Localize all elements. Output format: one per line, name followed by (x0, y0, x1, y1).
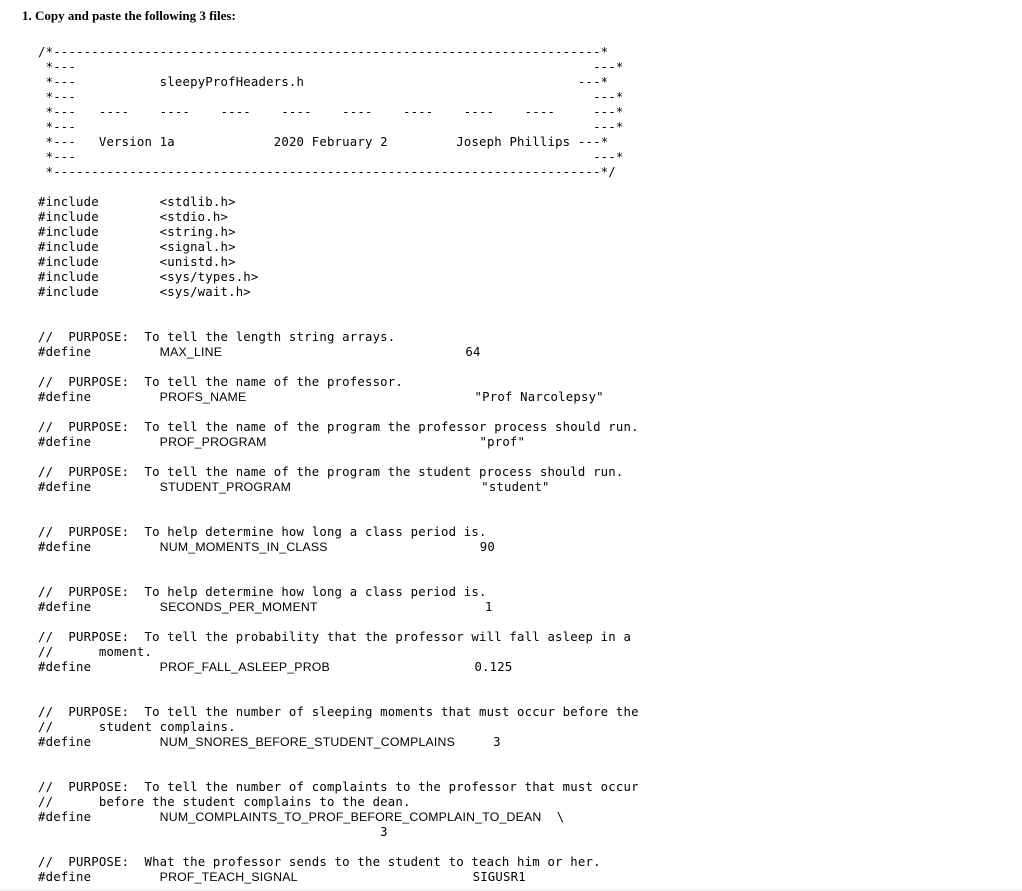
purpose-text: To help determine how long a class period is. (144, 525, 487, 539)
banner-right: ---* (577, 135, 609, 149)
include-keyword: #include (38, 240, 99, 254)
banner-top: /*------------------------------------------------------------------------* (38, 45, 609, 59)
purpose-text: What the professor sends to the student to teach him or her. (144, 855, 601, 869)
include-keyword: #include (38, 285, 99, 299)
define-name: PROF_TEACH_SIGNAL (159, 870, 298, 884)
define-name: PROF_PROGRAM (159, 435, 267, 449)
define-name: SECONDS_PER_MOMENT (159, 600, 318, 614)
banner-dashes: ---- ---- ---- ---- ---- ---- ---- ---- (98, 105, 556, 119)
include-keyword: #include (38, 210, 99, 224)
purpose-text: To tell the probability that the professor will fall asleep in a (144, 630, 632, 644)
define-keyword: #define (38, 390, 92, 404)
define-keyword: #define (38, 870, 92, 884)
banner-left: *--- (38, 90, 77, 104)
include-header: <string.h> (159, 225, 236, 239)
include-keyword: #include (38, 225, 99, 239)
purpose-label: // PURPOSE: (38, 420, 130, 434)
define-value: 3 (380, 825, 388, 839)
banner-left: *--- (38, 135, 77, 149)
purpose-label: // PURPOSE: (38, 630, 130, 644)
purpose-text: To tell the name of the program the student process should run. (144, 465, 624, 479)
banner-left: *--- (38, 150, 77, 164)
include-header: <signal.h> (159, 240, 236, 254)
purpose-text-cont: student complains. (98, 720, 236, 734)
continuation-label: // (38, 645, 54, 659)
line-continuation: \ (556, 810, 565, 824)
define-name: STUDENT_PROGRAM (159, 480, 292, 494)
purpose-label: // PURPOSE: (38, 855, 130, 869)
instruction-heading: 1. Copy and paste the following 3 files: (22, 8, 236, 23)
banner-left: *--- (38, 75, 77, 89)
define-keyword: #define (38, 810, 92, 824)
banner-right: ---* (593, 120, 624, 134)
code-listing (38, 45, 639, 885)
banner-right: ---* (593, 105, 624, 119)
banner-right: ---* (577, 75, 609, 89)
include-keyword: #include (38, 270, 99, 284)
define-value: "student" (481, 480, 550, 494)
purpose-text-cont: before the student complains to the dean. (98, 795, 411, 809)
purpose-label: // PURPOSE: (38, 330, 130, 344)
include-header: <sys/wait.h> (159, 285, 251, 299)
define-name: PROF_FALL_ASLEEP_PROB (159, 660, 330, 674)
include-header: <unistd.h> (159, 255, 236, 269)
purpose-text: To tell the length string arrays. (144, 330, 396, 344)
define-value: 64 (465, 345, 481, 359)
define-value: 3 (493, 735, 501, 749)
banner-right: ---* (593, 150, 624, 164)
define-keyword: #define (38, 345, 92, 359)
define-value: 90 (479, 540, 495, 554)
define-value: "prof" (479, 435, 526, 449)
purpose-label: // PURPOSE: (38, 525, 130, 539)
define-keyword: #define (38, 540, 92, 554)
purpose-text-cont: moment. (98, 645, 153, 659)
purpose-label: // PURPOSE: (38, 780, 130, 794)
purpose-label: // PURPOSE: (38, 705, 130, 719)
define-keyword: #define (38, 600, 92, 614)
define-keyword: #define (38, 735, 92, 749)
banner-filename: sleepyProfHeaders.h (159, 75, 305, 89)
define-keyword: #define (38, 660, 92, 674)
include-header: <stdlib.h> (159, 195, 236, 209)
purpose-text: To tell the name of the professor. (144, 375, 403, 389)
define-value: 0.125 (474, 660, 513, 674)
banner-right: ---* (593, 90, 624, 104)
banner-left: *--- (38, 120, 77, 134)
include-header: <sys/types.h> (159, 270, 259, 284)
banner-bottom: *------------------------------------------------------------------------*/ (38, 165, 616, 179)
define-name: NUM_MOMENTS_IN_CLASS (159, 540, 328, 554)
banner-left: *--- (38, 105, 77, 119)
define-name: NUM_COMPLAINTS_TO_PROF_BEFORE_COMPLAIN_TO_DEAN (159, 810, 542, 824)
purpose-text: To tell the number of complaints to the professor that must occur (144, 780, 639, 794)
define-name: MAX_LINE (159, 345, 223, 359)
continuation-label: // (38, 795, 54, 809)
banner-date: 2020 February 2 (273, 135, 388, 149)
include-keyword: #include (38, 195, 99, 209)
define-name: PROFS_NAME (159, 390, 247, 404)
define-value: 1 (484, 600, 493, 614)
purpose-label: // PURPOSE: (38, 585, 130, 599)
define-keyword: #define (38, 480, 92, 494)
purpose-text: To tell the name of the program the professor process should run. (144, 420, 639, 434)
purpose-label: // PURPOSE: (38, 465, 130, 479)
banner-version: Version 1a (98, 135, 175, 149)
purpose-text: To tell the number of sleeping moments that must occur before the (144, 705, 639, 719)
banner-right: ---* (593, 60, 624, 74)
banner-left: *--- (38, 60, 77, 74)
banner-author: Joseph Phillips (456, 135, 571, 149)
continuation-label: // (38, 720, 54, 734)
define-keyword: #define (38, 435, 92, 449)
define-name: NUM_SNORES_BEFORE_STUDENT_COMPLAINS (159, 735, 456, 749)
include-header: <stdio.h> (159, 210, 229, 224)
include-keyword: #include (38, 255, 99, 269)
define-value: SIGUSR1 (472, 870, 526, 884)
purpose-label: // PURPOSE: (38, 375, 130, 389)
define-value: "Prof Narcolepsy" (474, 390, 604, 404)
purpose-text: To help determine how long a class period is. (144, 585, 487, 599)
